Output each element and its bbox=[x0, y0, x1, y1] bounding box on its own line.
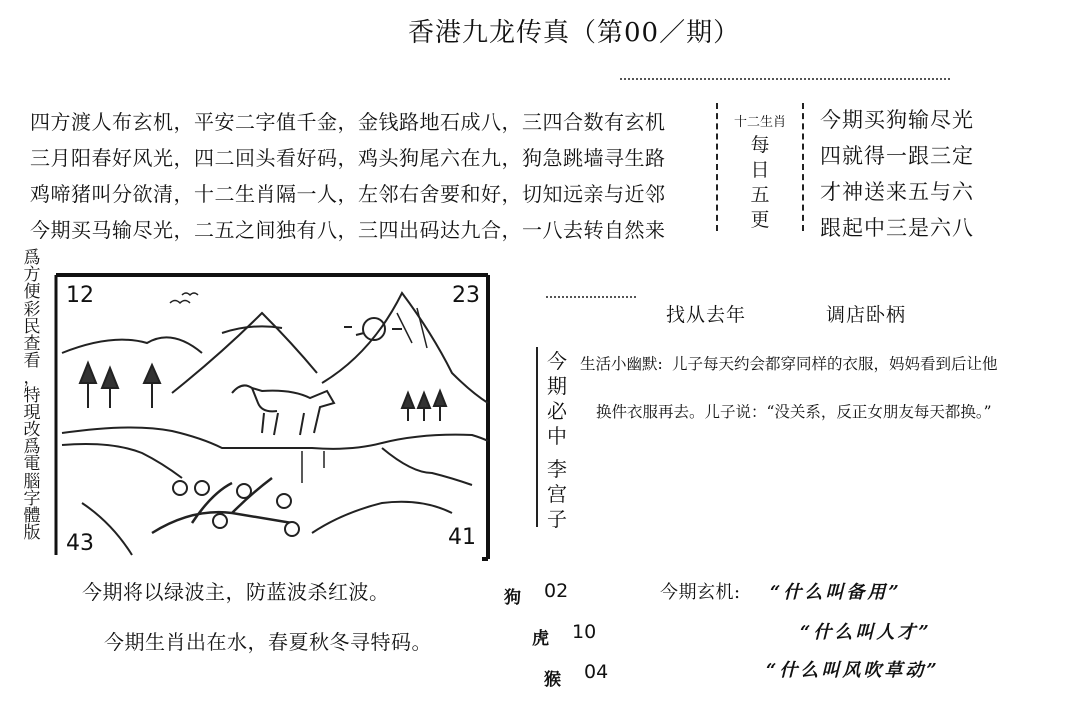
daily-box-char: 五 bbox=[750, 184, 770, 206]
joke-headline-left: 找从去年 bbox=[666, 304, 747, 326]
side-note-char: 字 bbox=[23, 488, 41, 509]
daily-box-column bbox=[748, 133, 772, 233]
riddle-line-2: “什么叫人才” bbox=[800, 622, 932, 643]
daily-box-char: 更 bbox=[750, 209, 770, 231]
author-char: 宫 bbox=[547, 482, 567, 506]
daily-box-head: 十二生肖 bbox=[733, 115, 786, 130]
zodiac-animal: 虎 bbox=[532, 629, 549, 649]
side-note-char: 彩 bbox=[23, 299, 41, 320]
author-char: 子 bbox=[547, 507, 567, 531]
side-note-char: 電 bbox=[23, 454, 41, 475]
side-note bbox=[22, 250, 42, 542]
side-note-char: 查 bbox=[23, 334, 41, 355]
joke-line-2: 换件衣服再去。儿子说：“没关系，反正女朋友每天都换。” bbox=[596, 403, 992, 421]
daily-box-char: 每 bbox=[750, 134, 770, 156]
zodiac-number: 04 bbox=[584, 661, 609, 683]
riddle-label: 今期玄机: bbox=[660, 582, 741, 603]
landscape-illustration bbox=[52, 273, 492, 565]
zodiac-animal: 狗 bbox=[504, 588, 521, 608]
side-note-char: ， bbox=[23, 368, 41, 389]
must-win-char: 期 bbox=[547, 374, 567, 398]
side-note-char: 現 bbox=[23, 402, 41, 423]
daily-box-char: 日 bbox=[750, 159, 770, 181]
must-win-char: 必 bbox=[547, 399, 567, 423]
riddle-line-3: “什么叫风吹草动” bbox=[766, 660, 940, 681]
corner-number-bottom-left: 43 bbox=[66, 531, 94, 556]
side-note-char: 便 bbox=[23, 282, 41, 303]
poem-line-2: 三月阳春好风光，四二回头看好码，鸡头狗尾六在九，狗急跳墙寻生路 bbox=[30, 146, 666, 170]
poem-line-3: 鸡啼猪叫分欲清，十二生肖隔一人，左邻右舍要和好，切知远亲与近邻 bbox=[30, 182, 666, 206]
poem-line-4: 今期买马输尽光，二五之间独有八，三四出码达九合，一八去转自然来 bbox=[30, 218, 666, 242]
corner-number-top-left: 12 bbox=[66, 283, 94, 308]
joke-divider bbox=[546, 296, 636, 298]
joke-headline-right: 调店卧柄 bbox=[826, 304, 907, 326]
right-poem-line-4: 跟起中三是六八 bbox=[820, 216, 974, 240]
side-note-char: 看 bbox=[23, 351, 41, 372]
side-note-char: 爲 bbox=[23, 248, 41, 268]
right-poem-line-3: 才神送来五与六 bbox=[820, 180, 974, 204]
joke-line-1: 儿子每天约会都穿同样的衣服，妈妈看到后让他 bbox=[672, 355, 998, 373]
landscape-drawing bbox=[52, 273, 492, 565]
bottom-line-2: 今期生肖出在水，春夏秋冬寻特码。 bbox=[104, 630, 432, 654]
side-note-char: 版 bbox=[23, 523, 41, 544]
side-note-char: 民 bbox=[23, 316, 41, 337]
right-poem-line-2: 四就得一跟三定 bbox=[820, 144, 974, 168]
side-note-char: 爲 bbox=[23, 437, 41, 458]
right-poem-line-1: 今期买狗输尽光 bbox=[820, 108, 974, 132]
header-divider bbox=[620, 78, 950, 80]
side-note-char: 改 bbox=[23, 420, 41, 441]
joke-label: 生活小幽默: bbox=[580, 355, 663, 373]
author-char: 李 bbox=[547, 457, 567, 481]
corner-number-bottom-right: 41 bbox=[448, 525, 476, 550]
zodiac-animal: 猴 bbox=[544, 670, 561, 690]
side-note-char: 特 bbox=[23, 385, 41, 406]
page-title: 香港九龙传真（第00／期） bbox=[408, 18, 741, 48]
side-note-char: 體 bbox=[23, 506, 41, 527]
side-note-char: 方 bbox=[23, 265, 41, 286]
zodiac-number: 10 bbox=[572, 621, 597, 643]
side-note-char: 腦 bbox=[23, 471, 41, 492]
bottom-line-1: 今期将以绿波主，防蓝波杀红波。 bbox=[82, 580, 390, 604]
zodiac-number: 02 bbox=[544, 580, 569, 602]
daily-box bbox=[716, 103, 804, 231]
must-win-char: 中 bbox=[547, 424, 567, 448]
corner-number-top-right: 23 bbox=[452, 283, 480, 308]
poem-line-1: 四方渡人布玄机，平安二字值千金，金钱路地石成八，三四合数有玄机 bbox=[30, 110, 666, 134]
riddle-line-1: “什么叫备用” bbox=[770, 582, 902, 603]
must-win-char: 今 bbox=[547, 349, 567, 373]
must-win-strip bbox=[536, 347, 574, 531]
